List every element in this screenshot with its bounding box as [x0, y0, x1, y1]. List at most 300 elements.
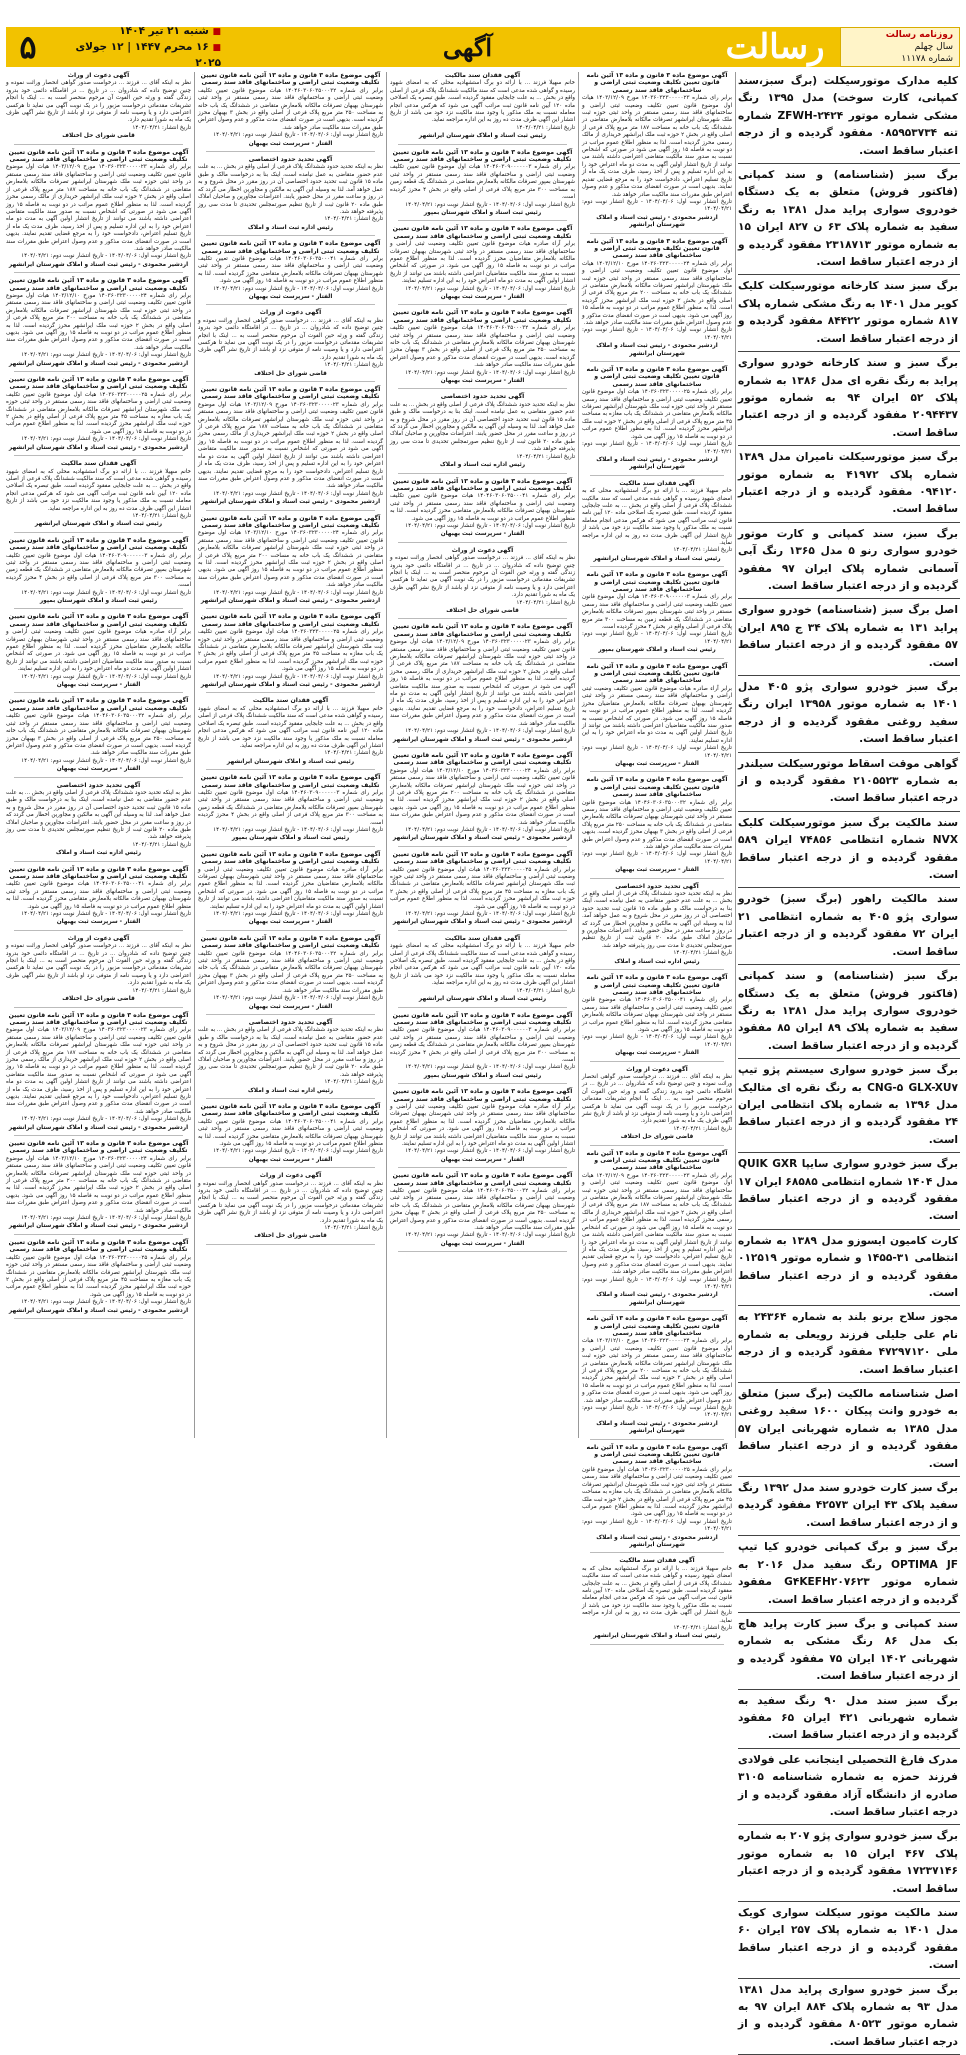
- newspaper-logo: رسالت: [725, 27, 825, 67]
- notice-divider: [590, 233, 724, 234]
- notice-dates: تاریخ انتشار نوبت اول: ۱۴۰۴/۰۴/۰۶ - تاریخ انتشار نوبت دوم: ۱۴۰۴/۰۴/۲۱: [21, 911, 191, 918]
- notice-dates: تاریخ انتشار نوبت اول: ۱۴۰۴/۰۴/۰۶ - تاریخ انتشار نوبت دوم: ۱۴۰۴/۰۴/۲۱: [21, 673, 191, 680]
- notice-signature: الفتار - سرپرست ثبت بهبهان: [56, 766, 141, 773]
- notice-body: نظر به اینکه تحدید حدود ششدانگ پلاک فرعی از اصلی واقع در بخش ... به علت عدم حضور متقاضی به عمل نیامده است، اینک بنا به درخواست مالک و طبق ماده ۱۵ قانون ثبت تحدید حدود اختصاصی آن در روز مقرر در محل شروع و به عمل خواهد آمد. لذا به وسیله این آگهی به مالکین و مجاورین اخطار می گردد که در روز و ساعت مقرر در محل حضور یابند. اعتراضات مجاورین و صاحبان املاک طبق ماده ۲۰ قانون ثبت از تاریخ تنظیم صورتمجلس تحدیدی تا مدت سی روز پذیرفته خواهد شد.: [198, 164, 384, 215]
- notice-divider: [14, 272, 183, 273]
- notice-title: آگهی موضوع ماده ۳ قانون و ماده ۱۳ آئین نامه قانون تعیین تکلیف وضعیت ثبتی اراضی و ساختمانهای فاقد سند رسمی: [8, 376, 189, 391]
- legal-notice: [390, 1088, 575, 1168]
- notice-title: آگهی موضوع ماده ۳ قانون و ماده ۱۳ آئین نامه قانون تعیین تکلیف وضعیت ثبتی اراضی و ساختمانهای فاقد سند رسمی: [586, 366, 728, 388]
- notice-signature: قاضی شورای حل اختلاف: [62, 133, 135, 140]
- lost-document-item: برگ سبز، سند کمپانی و کارت موتور خودرو سواری رنو ۵ مدل ۱۳۶۵ رنگ آبی آسمانی شماره پلاک ایران ۹۷ مفقود گردیده و از درجه اعتبار ساقط است.: [738, 525, 960, 600]
- notice-title: آگهی موضوع ماده ۳ قانون و ماده ۱۳ آئین نامه قانون تعیین تکلیف وضعیت ثبتی اراضی و ساختمانهای فاقد سند رسمی: [586, 571, 728, 593]
- notice-signature: الفتار - سرپرست ثبت بهبهان: [248, 140, 333, 147]
- notice-title: آگهی فقدان سند مالکیت: [619, 1557, 695, 1565]
- notice-signature: رئیس ثبت اسناد و املاک شهرستان ایرانشهر: [226, 758, 355, 765]
- notice-divider: [590, 1310, 724, 1311]
- notice-body: برابر رای شماره ۱۴۰۳۶۰۳۲۳۰۰۰۰۰۲۴ مورخ ۱۴۰۳/۱۲/۱۰ هیات اول موضوع قانون تعیین تکلیف وضعیت ثبتی اراضی و ساختمانهای فاقد سند رسمی مستقر در واحد ثبتی حوزه ثبت ملک شهرستان ایرانشهر تصرفات مالکانه بلامعارض متقاضی در ششدانگ یک باب خانه به مساحت ۲۰۰ متر مربع پلاک فرعی از اصلی واقع در بخش ۲ حوزه ثبت ملک ایرانشهر محرز گردیده است. لذا به منظور اطلاع عموم مراتب در دو نوبت به فاصله ۱۵ روز آگهی می شود. بدیهی است در صورت انقضای مدت مذکور و عدم وصول اعتراض طبق مقررات سند مالکیت صادر خواهد شد.: [582, 260, 732, 326]
- notice-dates: تاریخ انتشار: ۱۴۰۴/۰۴/۲۱: [132, 987, 191, 994]
- notice-body: برابر آراء صادره هیات موضوع قانون تعیین تکلیف وضعیت ثبتی اراضی و ساختمانهای فاقد سند رسمی مستقر در واحد ثبتی شهرستان بهبهان تصرفات مالکانه بلامعارض متقاضیان محرز گردیده است. لذا به منظور اطلاع عموم مراتب در دو نوبت به فاصله ۱۵ روز آگهی می شود. در صورتی که اشخاص نسبت به صدور سند مالکیت متقاضیان اعتراضی داشته باشند می توانند از تاریخ انتشار اولین آگهی به مدت دو ماه اعتراض خود را به این اداره تسلیم نمایند.: [390, 241, 575, 285]
- columns-area: [6, 72, 960, 2048]
- legal-notice: [390, 393, 575, 473]
- legal-notice: [390, 72, 575, 145]
- lost-document-item: کلیه مدارک موتورسیکلت (برگ سبز،سند کمپانی، کارت سوخت) مدل ۱۳۹۵ رنگ مشکی شماره موتور ZFWH-۲۴۲۴ شماره تنه ۰۸۵۹۵۳۷۳۴ مفقود گردیده و از درجه اعتبار ساقط است.: [738, 72, 960, 164]
- notice-dates: تاریخ انتشار نوبت اول: ۱۴۰۴/۰۴/۰۶ - تاریخ انتشار نوبت دوم: ۱۴۰۴/۰۴/۲۱: [582, 631, 732, 645]
- notice-signature: الفتار - سرپرست ثبت بهبهان: [248, 1003, 333, 1010]
- date-other: ■ ۱۶ محرم ۱۴۴۷ | ۱۲ جولای ۲۰۲۵: [75, 40, 221, 69]
- notice-body: برابر رای شماره ۱۴۰۴۶۰۳۰۹۰۰۰۰۰۰۳ هیات اول موضوع قانون تعیین تکلیف وضعیت ثبتی اراضی و ساختمانهای فاقد سند رسمی مستقر در واحد ثبتی شهرستان بمپور تصرفات مالکانه بلامعارض متقاضی در ششدانگ یک قطعه زمین به مساحت ۳۰۰ متر مربع پلاک فرعی از اصلی واقع در بخش ۴ محرز گردیده است.: [198, 789, 383, 826]
- notice-divider: [206, 304, 375, 305]
- notice-dates: تاریخ انتشار نوبت اول: ۱۴۰۴/۰۴/۰۶ - تاریخ انتشار نوبت دوم: ۱۴۰۴/۰۴/۲۱: [582, 1405, 732, 1419]
- notice-dates: تاریخ انتشار: ۱۴۰۴/۰۴/۲۱: [324, 1225, 383, 1232]
- notice-signature: رئیس ثبت اسناد و املاک شهرستان ایرانشهر: [34, 521, 163, 528]
- notice-body: برابر رای شماره ۱۴۰۳۶۰۳۲۳۰۰۰۰۰۲۴ مورخ ۱۴۰۳/۱۲/۱۰ هیات اول موضوع قانون تعیین تکلیف وضعیت ثبتی اراضی و ساختمانهای فاقد سند رسمی مستقر در واحد ثبتی حوزه ثبت ملک شهرستان ایرانشهر تصرفات مالکانه بلامعارض متقاضی در ششدانگ یک باب خانه به مساحت ۲۰۰ متر مربع پلاک فرعی از اصلی واقع در بخش ۲ حوزه ثبت ملک ایرانشهر محرز گردیده است. لذا به منظور اطلاع عموم مراتب در دو نوبت به فاصله ۱۵ روز آگهی می شود. بدیهی است در صورت انقضای مدت مذکور و عدم وصول اعتراض طبق مقررات سند مالکیت صادر خواهد شد.: [390, 767, 576, 826]
- notice-body: برابر رای شماره ۱۴۰۳۶۰۳۲۳۰۰۰۰۰۲۳ مورخ ۱۴۰۳/۱۲/۰۹ هیات اول موضوع قانون تعیین تکلیف وضعیت ثبتی اراضی و ساختمانهای فاقد سند رسمی مستقر در واحد ثبتی حوزه ثبت ملک شهرستان ایرانشهر تصرفات مالکانه بلامعارض متقاضی در ششدانگ یک باب خانه به مساحت ۱۸۷ متر مربع پلاک فرعی از اصلی واقع در بخش ۲ حوزه ثبت ملک ایرانشهر خریداری از مالک رسمی محرز گردیده است. لذا به منظور اطلاع عموم مراتب در دو نوبت به فاصله ۱۵ روز آگهی می شود در صورتی که اشخاص نسبت به صدور سند مالکیت متقاضی اعتراضی داشته باشند می توانند از تاریخ انتشار اولین آگهی به مدت دو ماه اعتراض خود را به این اداره تسلیم و پس از اخذ رسید، ظرف مدت یک ماه از تاریخ تسلیم اعتراض، دادخواست خود را به مرجع قضایی تقدیم نمایند. بدیهی است در صورت انقضای مدت مذکور و عدم وصول اعتراض طبق مقررات سند مالکیت صادر خواهد شد.: [582, 95, 733, 198]
- notice-signature: الفتار - سرپرست ثبت بهبهان: [615, 1050, 699, 1057]
- notice-title: آگهی موضوع ماده ۳ قانون و ماده ۱۳ آئین نامه قانون تعیین تکلیف وضعیت ثبتی اراضی و ساختمانهای فاقد سند رسمی: [200, 72, 381, 87]
- lost-document-item: برگ سبز سند مدل ۹۰ رنگ سفید به شماره شهربانی ۴۲۱ ایران ۶۵ مفقود گردیده و از درجه اعتبار ساقط است.: [738, 1692, 960, 1749]
- notice-dates: تاریخ انتشار نوبت اول: ۱۴۰۴/۰۴/۰۶ - تاریخ انتشار نوبت دوم: ۱۴۰۴/۰۴/۲۱: [21, 1116, 191, 1123]
- notice-signature: الفتار - سرپرست ثبت بهبهان: [440, 1156, 525, 1163]
- notice-divider: [590, 566, 724, 567]
- notice-signature: اردشیر محمودی - رئیس ثبت اسناد و املاک شهرستان ایرانشهر: [392, 919, 573, 926]
- notice-signature: الفتار - سرپرست ثبت بهبهان: [248, 919, 333, 926]
- notice-body: برابر رای شماره ۱۴۰۳۶۰۳۲۳۰۰۰۰۰۲۳ مورخ ۱۴۰۳/۱۲/۰۹ هیات اول موضوع قانون تعیین تکلیف وضعیت ثبتی اراضی و ساختمانهای فاقد سند رسمی مستقر در واحد ثبتی حوزه ثبت ملک شهرستان ایرانشهر تصرفات مالکانه بلامعارض متقاضی در ششدانگ یک باب خانه به مساحت ۱۸۷ متر مربع پلاک فرعی از اصلی واقع در بخش ۲ حوزه ثبت ملک ایرانشهر خریداری از مالک رسمی محرز گردیده است. لذا به منظور اطلاع عموم مراتب در دو نوبت به فاصله ۱۵ روز آگهی می شود در صورتی که اشخاص نسبت به صدور سند مالکیت متقاضی اعتراضی داشته باشند می توانند از تاریخ انتشار اولین آگهی به مدت دو ماه اعتراض خود را به این اداره تسلیم و پس از اخذ رسید، ظرف مدت یک ماه از تاریخ تسلیم اعتراض، دادخواست خود را به مرجع قضایی تقدیم نمایند. بدیهی است در صورت انقضای مدت مذکور و عدم وصول اعتراض طبق مقررات سند مالکیت صادر خواهد شد.: [582, 1172, 733, 1276]
- notice-divider: [14, 777, 183, 778]
- notice-body: برابر رای شماره ۱۴۰۳۶۰۳۲۳۰۰۰۰۰۲۵ هیات اول موضوع قانون تعیین تکلیف وضعیت ثبتی اراضی و ساختمانهای فاقد سند رسمی مستقر در واحد ثبتی حوزه ثبت ملک شهرستان ایرانشهر تصرفات مالکانه بلامعارض متقاضی در ششدانگ یک باب مغازه به مساحت ۴۵ متر مربع پلاک فرعی از اصلی واقع در بخش ۲ حوزه ثبت ملک ایرانشهر محرز گردیده است. لذا به منظور اطلاع عموم مراتب در دو نوبت به فاصله ۱۵ روز آگهی می شود.: [582, 1466, 733, 1518]
- notice-divider: [398, 542, 567, 543]
- legal-notice: [582, 366, 732, 476]
- notice-divider: [398, 1251, 567, 1252]
- lost-document-item: سند کمپانی و برگ سبز کارت پراید هاچ بک مدل ۸۶ رنگ مشکی به شماره شهربانی ۱۴۰۲ ایران ۷۵ مفقود گردیده و از درجه اعتبار ساقط است.: [738, 1615, 960, 1690]
- legal-notice: [6, 376, 191, 456]
- notice-signature: قاضی شورای حل اختلاف: [254, 370, 327, 377]
- notice-title: آگهی موضوع ماده ۳ قانون و ماده ۱۳ آئین نامه قانون تعیین تکلیف وضعیت ثبتی اراضی و ساختمانهای فاقد سند رسمی: [200, 240, 381, 255]
- legal-notice: [198, 774, 383, 847]
- notice-body: برابر رای شماره ۱۴۰۳۶۰۳۲۳۰۰۰۰۰۲۴ مورخ ۱۴۰۳/۱۲/۱۰ هیات اول موضوع قانون تعیین تکلیف وضعیت ثبتی اراضی و ساختمانهای فاقد سند رسمی مستقر در واحد ثبتی حوزه ثبت ملک شهرستان ایرانشهر تصرفات مالکانه بلامعارض متقاضی در ششدانگ یک باب خانه به مساحت ۲۰۰ متر مربع پلاک فرعی از اصلی واقع در بخش ۲ حوزه ثبت ملک ایرانشهر محرز گردیده است. لذا به منظور اطلاع عموم مراتب در دو نوبت به فاصله ۱۵ روز آگهی می شود. بدیهی است در صورت انقضای مدت مذکور و عدم وصول اعتراض طبق مقررات سند مالکیت صادر خواهد شد.: [582, 1338, 732, 1404]
- notice-dates: تاریخ انتشار نوبت اول: ۱۴۰۴/۰۴/۰۶ - تاریخ انتشار نوبت دوم: ۱۴۰۴/۰۴/۲۱: [582, 745, 732, 759]
- notice-signature: الفتار - سرپرست ثبت بهبهان: [56, 919, 141, 926]
- legal-notice: [198, 309, 383, 382]
- notice-body: برابر رای شماره ۱۴۰۳۶۰۳۲۳۰۰۰۰۰۲۵ هیات اول موضوع قانون تعیین تکلیف وضعیت ثبتی اراضی و ساختمانهای فاقد سند رسمی مستقر در واحد ثبتی حوزه ثبت ملک شهرستان ایرانشهر تصرفات مالکانه بلامعارض متقاضی در ششدانگ یک باب مغازه به مساحت ۴۵ متر مربع پلاک فرعی از اصلی واقع در بخش ۲ حوزه ثبت ملک ایرانشهر محرز گردیده است. لذا به منظور اطلاع عموم مراتب در دو نوبت به فاصله ۱۵ روز آگهی می شود.: [6, 1254, 191, 1298]
- notice-dates: تاریخ انتشار: ۱۴۰۴/۰۴/۲۱: [516, 124, 575, 131]
- legal-notice: [198, 851, 383, 931]
- date-persian: ■ شنبه ۲۱ تیر ۱۴۰۴: [119, 24, 221, 37]
- notice-dates: تاریخ انتشار: ۱۴۰۴/۰۴/۲۱: [673, 1125, 732, 1132]
- notice-body: برابر رای شماره ۱۴۰۴۶۰۳۰۶۰۳۵۰۰۰۴۱ هیات موضوع قانون تعیین تکلیف وضعیت ثبتی اراضی و ساختمانهای فاقد سند رسمی مستقر در واحد ثبتی شهرستان بهبهان تصرفات مالکانه بلامعارض متقاضی محرز گردیده است. لذا به منظور اطلاع عموم مراتب در دو نوبت به فاصله ۱۵ روز آگهی می شود.: [198, 1118, 383, 1147]
- column-divider: [578, 72, 579, 1438]
- notice-body: خانم سهیلا فرزند ... با ارائه دو برگ استشهادیه محلی که به امضای شهود رسیده و گواهی شده مدعی است که سند مالکیت ششدانگ پلاک فرعی از اصلی واقع در بخش ... به علت جابجایی مفقود گردیده است. طبق تبصره یک اصلاحی ماده ۱۲۰ آیین نامه قانون ثبت مراتب آگهی می شود که هرکس مدعی انجام معامله نسبت به ملک مذکور یا وجود سند مالکیت نزد خود می باشد از تاریخ انتشار این آگهی ظرف مدت ده روز به این اداره مراجعه نماید.: [390, 943, 575, 987]
- notice-dates: تاریخ انتشار: ۱۴۰۴/۰۴/۲۱: [673, 950, 732, 957]
- notice-dates: تاریخ انتشار نوبت اول: ۱۴۰۴/۰۴/۰۶ - تاریخ انتشار نوبت دوم: ۱۴۰۴/۰۴/۲۱: [405, 911, 575, 918]
- notice-divider: [14, 144, 183, 145]
- notice-title: آگهی موضوع ماده ۳ قانون و ماده ۱۳ آئین نامه قانون تعیین تکلیف وضعیت ثبتی اراضی و ساختمانهای فاقد سند رسمی: [392, 148, 573, 164]
- notice-signature: اردشیر محمودی - رئیس ثبت اسناد و املاک شهرستان ایرانشهر: [596, 1534, 718, 1548]
- notice-body: برابر رای شماره ۱۴۰۴۶۰۳۰۶۰۳۵۰۰۰۳۲ هیات موضوع قانون تعیین تکلیف وضعیت ثبتی اراضی و ساختمانهای فاقد سند رسمی مستقر در واحد ثبتی شهرستان بهبهان تصرفات مالکانه بلامعارض متقاضی در ششدانگ یک باب خانه به مساحت ۲۵۰ متر مربع پلاک فرعی از اصلی واقع در بخش ۳ بهبهان محرز گردیده است. بدیهی است در صورت انقضای مدت مذکور و عدم وصول اعتراض طبق مقررات سند مالکیت صادر خواهد شد.: [582, 799, 732, 850]
- notice-body: برابر رای شماره ۱۴۰۴۶۰۳۰۶۰۳۵۰۰۰۴۱ هیات موضوع قانون تعیین تکلیف وضعیت ثبتی اراضی و ساختمانهای فاقد سند رسمی مستقر در واحد ثبتی شهرستان بهبهان تصرفات مالکانه بلامعارض متقاضی محرز گردیده است. لذا به منظور اطلاع عموم مراتب در دو نوبت به فاصله ۱۵ روز آگهی می شود.: [6, 881, 191, 910]
- notice-dates: تاریخ انتشار نوبت اول: ۱۴۰۴/۰۴/۰۶ - تاریخ انتشار نوبت دوم: ۱۴۰۴/۰۴/۲۱: [405, 728, 575, 735]
- notice-body: برابر آراء صادره هیات موضوع قانون تعیین تکلیف وضعیت ثبتی اراضی و ساختمانهای فاقد سند رسمی مستقر در واحد ثبتی شهرستان بهبهان تصرفات مالکانه بلامعارض متقاضیان محرز گردیده است. لذا به منظور اطلاع عموم مراتب در دو نوبت به فاصله ۱۵ روز آگهی می شود. در صورتی که اشخاص نسبت به صدور سند مالکیت متقاضیان اعتراضی داشته باشند می توانند از تاریخ انتشار اولین آگهی به مدت دو ماه اعتراض خود را به این اداره تسلیم نمایند.: [390, 1103, 575, 1147]
- legal-notice: [582, 974, 732, 1061]
- notices-column-2: [198, 72, 383, 1438]
- notice-body: برابر رای شماره ۱۴۰۴۶۰۳۰۶۰۳۵۰۰۰۳۲ هیات موضوع قانون تعیین تکلیف وضعیت ثبتی اراضی و ساختمانهای فاقد سند رسمی مستقر در واحد ثبتی شهرستان بهبهان تصرفات مالکانه بلامعارض متقاضی در ششدانگ یک باب خانه به مساحت ۲۵۰ متر مربع پلاک فرعی از اصلی واقع در بخش ۳ بهبهان محرز گردیده است. بدیهی است در صورت انقضای مدت مذکور و عدم وصول اعتراض طبق مقررات سند مالکیت صادر خواهد شد.: [6, 713, 191, 757]
- notice-divider: [14, 692, 183, 693]
- notice-title: آگهی فقدان سند مالکیت: [444, 934, 521, 942]
- year-label: سال چهلم: [914, 42, 953, 52]
- issue-dates: [50, 24, 225, 69]
- notice-dates: تاریخ انتشار نوبت اول: ۱۴۰۴/۰۴/۰۶ - تاریخ انتشار نوبت دوم: ۱۴۰۴/۰۴/۲۱: [405, 201, 575, 208]
- notice-divider: [206, 151, 375, 152]
- notice-body: برابر رای شماره ۱۴۰۳۶۰۳۲۳۰۰۰۰۰۲۵ هیات اول موضوع قانون تعیین تکلیف وضعیت ثبتی اراضی و ساختمانهای فاقد سند رسمی مستقر در واحد ثبتی حوزه ثبت ملک شهرستان ایرانشهر تصرفات مالکانه بلامعارض متقاضی در ششدانگ یک باب مغازه به مساحت ۴۵ متر مربع پلاک فرعی از اصلی واقع در بخش ۲ حوزه ثبت ملک ایرانشهر محرز گردیده است. لذا به منظور اطلاع عموم مراتب در دو نوبت به فاصله ۱۵ روز آگهی می شود.: [390, 866, 575, 910]
- notice-signature: رئیس ثبت اسناد و املاک شهرستان ایرانشهر: [593, 1633, 721, 1640]
- notice-dates: تاریخ انتشار نوبت اول: ۱۴۰۴/۰۴/۰۶ - تاریخ انتشار نوبت دوم: ۱۴۰۴/۰۴/۲۱: [582, 1276, 732, 1290]
- notice-dates: تاریخ انتشار نوبت اول: ۱۴۰۴/۰۴/۰۶ - تاریخ انتشار نوبت دوم: ۱۴۰۴/۰۴/۲۱: [213, 589, 383, 596]
- notice-dates: تاریخ انتشار نوبت اول: ۱۴۰۴/۰۴/۰۶ - تاریخ انتشار نوبت دوم: ۱۴۰۴/۰۴/۲۱: [213, 490, 383, 497]
- legal-notice: [198, 613, 383, 693]
- notice-title: آگهی موضوع ماده ۳ قانون و ماده ۱۳ آئین نامه قانون تعیین تکلیف وضعیت ثبتی اراضی و ساختمانهای فاقد سند رسمی: [200, 386, 381, 401]
- notice-signature: الفتار - سرپرست ثبت بهبهان: [615, 867, 699, 874]
- notice-title: آگهی موضوع ماده ۳ قانون و ماده ۱۳ آئین نامه قانون تعیین تکلیف وضعیت ثبتی اراضی و ساختمانهای فاقد سند رسمی: [586, 974, 728, 996]
- notice-divider: [398, 1083, 567, 1084]
- notice-title: آگهی تحدید حدود اختصاصی: [615, 882, 699, 890]
- notice-dates: تاریخ انتشار نوبت اول: ۱۴۰۴/۰۴/۰۶ - تاریخ انتشار نوبت دوم: ۱۴۰۴/۰۴/۲۱: [21, 757, 191, 764]
- notice-divider: [206, 1167, 375, 1168]
- legal-notice: [582, 571, 732, 658]
- notice-signature: اردشیر محمودی - رئیس ثبت اسناد و املاک شهرستان ایرانشهر: [596, 1292, 718, 1306]
- notice-divider: [590, 878, 724, 879]
- notice-dates: تاریخ انتشار نوبت اول: ۱۴۰۴/۰۴/۰۶ - تاریخ انتشار نوبت دوم: ۱۴۰۴/۰۴/۲۱: [405, 1232, 575, 1239]
- notice-signature: الفتار - سرپرست ثبت بهبهان: [248, 1156, 333, 1163]
- lost-document-item: برگ سبز خودرو سواری پژو ۴۰۵ مدل ۱۴۰۱ به شماره موتور ۱۳۹۵۸ ایران رنگ سفید روغنی مفقود گردیده و از درجه اعتبار ساقط است.: [738, 678, 960, 753]
- notices-column-4: [582, 72, 733, 1640]
- notice-divider: [206, 769, 375, 770]
- notice-divider: [590, 969, 724, 970]
- legal-notice: [198, 515, 383, 610]
- notice-signature: الفتار - سرپرست ثبت بهبهان: [440, 531, 525, 538]
- notice-dates: تاریخ انتشار: ۱۴۰۴/۰۴/۲۱: [324, 216, 383, 223]
- notice-signature: الفتار - سرپرست ثبت بهبهان: [248, 293, 333, 300]
- notice-title: آگهی دعوت از وراث: [259, 1172, 322, 1180]
- notice-divider: [14, 532, 183, 533]
- legal-notice: [582, 1444, 732, 1554]
- square-bullet-icon: ■: [212, 26, 221, 37]
- notice-body: نظر به اینکه آقای ... فرزند ... درخواست صدور گواهی انحصار وراثت نموده و چنین توضیح داده که شادروان ... در تاریخ ... در اقامتگاه دائمی خود بدرود زندگی گفته و ورثه حین الفوت آن مرحوم منحصر است به ... اینک با انجام تشریفات مقدماتی درخواست مزبور را در یک نوبت آگهی می نماید تا هرکسی اعتراضی دارد و یا وصیت نامه از متوفی نزد او باشد از تاریخ نشر آگهی ظرف یک ماه به شورا تقدیم دارد.: [198, 317, 383, 361]
- legal-notice: [198, 156, 383, 236]
- legal-notice: [6, 613, 191, 693]
- notice-divider: [590, 771, 724, 772]
- legal-notice: [198, 1172, 383, 1245]
- notice-body: برابر رای شماره ۱۴۰۴۶۰۳۰۹۰۰۰۰۰۰۳ هیات اول موضوع قانون تعیین تکلیف وضعیت ثبتی اراضی و ساختمانهای فاقد سند رسمی مستقر در واحد ثبتی شهرستان بمپور تصرفات مالکانه بلامعارض متقاضی در ششدانگ یک قطعه زمین به مساحت ۳۰۰ متر مربع پلاک فرعی از اصلی واقع در بخش ۴ محرز گردیده است.: [6, 552, 191, 589]
- notice-title: آگهی تحدید حدود اختصاصی: [248, 156, 333, 164]
- legal-notice: [6, 935, 191, 1008]
- notice-divider: [398, 144, 567, 145]
- notice-dates: تاریخ انتشار: ۱۴۰۴/۰۴/۲۱: [673, 1625, 732, 1631]
- legal-notice: [390, 225, 575, 305]
- legal-notice: [6, 1140, 191, 1235]
- notice-dates: تاریخ انتشار نوبت اول: ۱۴۰۴/۰۴/۰۶ - تاریخ انتشار نوبت دوم: ۱۴۰۴/۰۴/۲۱: [405, 1148, 575, 1155]
- notice-title: آگهی دعوت از وراث: [626, 1065, 688, 1073]
- notice-title: آگهی موضوع ماده ۳ قانون و ماده ۱۳ آئین نامه قانون تعیین تکلیف وضعیت ثبتی اراضی و ساختمانهای فاقد سند رسمی: [392, 850, 573, 866]
- notice-title: آگهی موضوع ماده ۳ قانون و ماده ۱۳ آئین نامه قانون تعیین تکلیف وضعیت ثبتی اراضی و ساختمانهای فاقد سند رسمی: [586, 776, 728, 799]
- lost-document-item: مدرک فارغ التحصیلی اینجانب علی فولادی فرزند حمزه به شماره شناسنامه ۳۱۰۵ صادره از دانشگاه آزاد مفقود گردیده و از درجه اعتبار ساقط است.: [738, 1751, 960, 1826]
- notice-body: برابر رای شماره ۱۴۰۳۶۰۳۲۳۰۰۰۰۰۲۴ مورخ ۱۴۰۳/۱۲/۱۰ هیات اول موضوع قانون تعیین تکلیف وضعیت ثبتی اراضی و ساختمانهای فاقد سند رسمی مستقر در واحد ثبتی حوزه ثبت ملک شهرستان ایرانشهر تصرفات مالکانه بلامعارض متقاضی در ششدانگ یک باب خانه به مساحت ۲۰۰ متر مربع پلاک فرعی از اصلی واقع در بخش ۲ حوزه ثبت ملک ایرانشهر محرز گردیده است. لذا به منظور اطلاع عموم مراتب در دو نوبت به فاصله ۱۵ روز آگهی می شود. بدیهی است در صورت انقضای مدت مذکور و عدم وصول اعتراض طبق مقررات سند مالکیت صادر خواهد شد.: [6, 1155, 192, 1214]
- lost-document-item: برگ سبز موتورسیکلت نامیران مدل ۱۳۸۹ شماره پلاک ۴۱۹۷۲ به شماره موتور ۰۹۴۱۲۰ مفقود گردیده و از درجه اعتبار ساقط است.: [738, 448, 960, 523]
- notice-signature: رئیس ثبت اسناد و املاک شهرستان بمپور: [231, 835, 350, 842]
- column-divider: [194, 72, 195, 1438]
- legal-notice: [582, 663, 732, 773]
- legal-notice: [582, 1315, 732, 1440]
- notice-dates: تاریخ انتشار نوبت اول: ۱۴۰۴/۰۴/۰۶ - تاریخ انتشار نوبت دوم: ۱۴۰۴/۰۴/۲۱: [405, 369, 575, 376]
- notice-divider: [398, 220, 567, 221]
- legal-notice: [390, 935, 575, 1008]
- notice-body: نظر به اینکه تحدید حدود ششدانگ پلاک فرعی از اصلی واقع در بخش ... به علت عدم حضور متقاضی به عمل نیامده است، اینک بنا به درخواست مالک و طبق ماده ۱۵ قانون ثبت تحدید حدود اختصاصی آن در روز مقرر در محل شروع و به عمل خواهد آمد. لذا به وسیله این آگهی به مالکین و مجاورین اخطار می گردد که در روز و ساعت مقرر در محل حضور یابند. اعتراضات مجاورین و صاحبان املاک طبق ماده ۲۰ قانون ثبت از تاریخ تنظیم صورتمجلس تحدیدی تا مدت سی روز پذیرفته خواهد شد.: [582, 891, 732, 949]
- legal-notice: [582, 776, 732, 878]
- legal-notice: [390, 623, 575, 748]
- notice-signature: الفتار - سرپرست ثبت بهبهان: [440, 1240, 525, 1247]
- notice-body: برابر رای شماره ۱۴۰۳۶۰۳۲۳۰۰۰۰۰۲۴ مورخ ۱۴۰۳/۱۲/۱۰ هیات اول موضوع قانون تعیین تکلیف وضعیت ثبتی اراضی و ساختمانهای فاقد سند رسمی مستقر در واحد ثبتی حوزه ثبت ملک شهرستان ایرانشهر تصرفات مالکانه بلامعارض متقاضی در ششدانگ یک باب خانه به مساحت ۲۰۰ متر مربع پلاک فرعی از اصلی واقع در بخش ۲ حوزه ثبت ملک ایرانشهر محرز گردیده است. لذا به منظور اطلاع عموم مراتب در دو نوبت به فاصله ۱۵ روز آگهی می شود. بدیهی است در صورت انقضای مدت مذکور و عدم وصول اعتراض طبق مقررات سند مالکیت صادر خواهد شد.: [6, 292, 192, 351]
- notice-body: برابر رای شماره ۱۴۰۳۶۰۳۲۳۰۰۰۰۰۲۵ هیات اول موضوع قانون تعیین تکلیف وضعیت ثبتی اراضی و ساختمانهای فاقد سند رسمی مستقر در واحد ثبتی حوزه ثبت ملک شهرستان ایرانشهر تصرفات مالکانه بلامعارض متقاضی در ششدانگ یک باب مغازه به مساحت ۴۵ متر مربع پلاک فرعی از اصلی واقع در بخش ۲ حوزه ثبت ملک ایرانشهر محرز گردیده است. لذا به منظور اطلاع عموم مراتب در دو نوبت به فاصله ۱۵ روز آگهی می شود.: [582, 389, 733, 440]
- notice-body: برابر رای شماره ۱۴۰۳۶۰۳۲۳۰۰۰۰۰۲۳ مورخ ۱۴۰۳/۱۲/۰۹ هیات اول موضوع قانون تعیین تکلیف وضعیت ثبتی اراضی و ساختمانهای فاقد سند رسمی مستقر در واحد ثبتی حوزه ثبت ملک شهرستان ایرانشهر تصرفات مالکانه بلامعارض متقاضی در ششدانگ یک باب خانه به مساحت ۱۸۷ متر مربع پلاک فرعی از اصلی واقع در بخش ۲ حوزه ثبت ملک ایرانشهر خریداری از مالک رسمی محرز گردیده است. لذا به منظور اطلاع عموم مراتب در دو نوبت به فاصله ۱۵ روز آگهی می شود در صورتی که اشخاص نسبت به صدور سند مالکیت متقاضی اعتراضی داشته باشند می توانند از تاریخ انتشار اولین آگهی به مدت دو ماه اعتراض خود را به این اداره تسلیم و پس از اخذ رسید، ظرف مدت یک ماه از تاریخ تسلیم اعتراض، دادخواست خود را به مرجع قضایی تقدیم نمایند. بدیهی است در صورت انقضای مدت مذکور و عدم وصول اعتراض طبق مقررات سند مالکیت صادر خواهد شد.: [6, 1027, 191, 1115]
- notice-dates: تاریخ انتشار نوبت اول: ۱۴۰۴/۰۴/۰۶ - تاریخ انتشار نوبت دوم: ۱۴۰۴/۰۴/۲۱: [21, 352, 191, 359]
- lost-document-item: برگ سبز (شناسنامه) و سند کمپانی (فاکتور فروش) متعلق به یک دستگاه خودروی سواری پراید مدل ۱۳۸۱ به رنگ سفید به شماره پلاک ۶۳ ن ۸۲۷ ایران ۱۵ به شماره موتور ۲۳۱۸۷۱۳ مفقود گردیده و از درجه اعتبار ساقط است.: [738, 166, 960, 275]
- notice-signature: قاضی شورای حل اختلاف: [446, 608, 519, 614]
- notice-title: آگهی موضوع ماده ۳ قانون و ماده ۱۳ آئین نامه قانون تعیین تکلیف وضعیت ثبتی اراضی و ساختمانهای فاقد سند رسمی: [8, 1140, 189, 1155]
- legal-notice: [6, 277, 191, 372]
- notice-dates: تاریخ انتشار نوبت اول: ۱۴۰۴/۰۴/۰۶ - تاریخ انتشار نوبت دوم: ۱۴۰۴/۰۴/۲۱: [405, 826, 575, 833]
- legal-notice: [390, 309, 575, 389]
- notice-dates: تاریخ انتشار: ۱۴۰۴/۰۴/۲۱: [516, 453, 575, 460]
- notice-title: آگهی موضوع ماده ۳ قانون و ماده ۱۳ آئین نامه قانون تعیین تکلیف وضعیت ثبتی اراضی و ساختمانهای فاقد سند رسمی: [8, 865, 189, 880]
- legal-notice: [198, 386, 383, 511]
- notice-body: برابر رای شماره ۱۴۰۴۶۰۳۰۶۰۳۵۰۰۰۴۱ هیات موضوع قانون تعیین تکلیف وضعیت ثبتی اراضی و ساختمانهای فاقد سند رسمی مستقر در واحد ثبتی شهرستان بهبهان تصرفات مالکانه بلامعارض متقاضی محرز گردیده است. لذا به منظور اطلاع عموم مراتب در دو نوبت به فاصله ۱۵ روز آگهی می شود.: [582, 997, 732, 1033]
- notice-dates: تاریخ انتشار نوبت اول: ۱۴۰۴/۰۴/۰۶ - تاریخ انتشار نوبت دوم: ۱۴۰۴/۰۴/۲۱: [213, 1148, 383, 1155]
- legal-notice: [390, 851, 575, 931]
- notice-body: برابر رای شماره ۱۴۰۳۶۰۳۲۳۰۰۰۰۰۲۴ مورخ ۱۴۰۳/۱۲/۱۰ هیات اول موضوع قانون تعیین تکلیف وضعیت ثبتی اراضی و ساختمانهای فاقد سند رسمی مستقر در واحد ثبتی حوزه ثبت ملک شهرستان ایرانشهر تصرفات مالکانه بلامعارض متقاضی در ششدانگ یک باب خانه به مساحت ۲۰۰ متر مربع پلاک فرعی از اصلی واقع در بخش ۲ حوزه ثبت ملک ایرانشهر محرز گردیده است. لذا به منظور اطلاع عموم مراتب در دو نوبت به فاصله ۱۵ روز آگهی می شود. بدیهی است در صورت انقضای مدت مذکور و عدم وصول اعتراض طبق مقررات سند مالکیت صادر خواهد شد.: [198, 530, 384, 589]
- notice-divider: [590, 1439, 724, 1440]
- notice-title: آگهی فقدان سند مالکیت: [60, 460, 137, 468]
- notice-signature: اردشیر محمودی - رئیس ثبت اسناد و املاک شهرستان ایرانشهر: [8, 1124, 189, 1131]
- notice-divider: [590, 1145, 724, 1146]
- notice-signature: اردشیر محمودی - رئیس ثبت اسناد و املاک شهرستان ایرانشهر: [8, 261, 189, 268]
- legal-notice: [390, 149, 575, 222]
- legal-notice: [6, 1012, 191, 1137]
- lost-document-item: برگ سبز سند کارخانه موتورسیکلت کلیک کویر مدل ۱۴۰۱ به رنگ مشکی شماره پلاک ۸۱۷ شماره موتور ۸۴۴۲۲ مفقود گردیده و از درجه اعتبار ساقط است.: [738, 277, 960, 352]
- notice-divider: [398, 388, 567, 389]
- notice-divider: [398, 747, 567, 748]
- notice-title: آگهی موضوع ماده ۳ قانون و ماده ۱۳ آئین نامه قانون تعیین تکلیف وضعیت ثبتی اراضی و ساختمانهای فاقد سند رسمی: [586, 662, 728, 685]
- lost-document-item: گواهی موقت اسقاط موتورسیکلت سیلندر به شماره ۲۱۰۵۵۲۳ مفقود گردیده و از درجه اعتبار ساقط است.: [738, 755, 960, 812]
- notice-signature: اردشیر محمودی - رئیس ثبت اسناد و املاک شهرستان ایرانشهر: [8, 1223, 189, 1230]
- legal-notice: [6, 1239, 191, 1319]
- notice-divider: [590, 1061, 724, 1062]
- notice-body: برابر رای شماره ۱۴۰۳۶۰۳۲۳۰۰۰۰۰۲۳ مورخ ۱۴۰۳/۱۲/۰۹ هیات اول موضوع قانون تعیین تکلیف وضعیت ثبتی اراضی و ساختمانهای فاقد سند رسمی مستقر در واحد ثبتی حوزه ثبت ملک شهرستان ایرانشهر تصرفات مالکانه بلامعارض متقاضی در ششدانگ یک باب خانه به مساحت ۱۸۷ متر مربع پلاک فرعی از اصلی واقع در بخش ۲ حوزه ثبت ملک ایرانشهر خریداری از مالک رسمی محرز گردیده است. لذا به منظور اطلاع عموم مراتب در دو نوبت به فاصله ۱۵ روز آگهی می شود در صورتی که اشخاص نسبت به صدور سند مالکیت متقاضی اعتراضی داشته باشند می توانند از تاریخ انتشار اولین آگهی به مدت دو ماه اعتراض خود را به این اداره تسلیم و پس از اخذ رسید، ظرف مدت یک ماه از تاریخ تسلیم اعتراض، دادخواست خود را به مرجع قضایی تقدیم نمایند. بدیهی است در صورت انقضای مدت مذکور و عدم وصول اعتراض طبق مقررات سند مالکیت صادر خواهد شد.: [6, 164, 191, 252]
- notice-signature: اردشیر محمودی - رئیس ثبت اسناد و املاک شهرستان ایرانشهر: [392, 835, 573, 842]
- notice-divider: [206, 1098, 375, 1099]
- notice-signature: الفتار - سرپرست ثبت بهبهان: [440, 293, 525, 300]
- lost-document-item: برگ سبز و برگ کمپانی خودرو کیا تیپ OPTIMA JF رنگ سفید مدل ۲۰۱۶ به شماره موتور G۴KEFH۲۰۷۶۲۳ مفقود گردیده و از درجه اعتبار ساقط است.: [738, 1538, 960, 1613]
- notice-body: نظر به اینکه آقای ... فرزند ... درخواست صدور گواهی انحصار وراثت نموده و چنین توضیح داده که شادروان ... در تاریخ ... در اقامتگاه دائمی خود بدرود زندگی گفته و ورثه حین الفوت آن مرحوم منحصر است به ... اینک با انجام تشریفات مقدماتی درخواست مزبور را در یک نوبت آگهی می نماید تا هرکسی اعتراضی دارد و یا وصیت نامه از متوفی نزد او باشد از تاریخ نشر آگهی ظرف یک ماه به شورا تقدیم دارد.: [582, 1073, 732, 1125]
- notice-title: آگهی فقدان سند مالکیت: [444, 72, 521, 79]
- legal-notice: [390, 547, 575, 620]
- notice-dates: تاریخ انتشار نوبت اول: ۱۴۰۴/۰۴/۰۶ - تاریخ انتشار نوبت دوم: ۱۴۰۴/۰۴/۲۱: [405, 522, 575, 529]
- legal-notice: [582, 1150, 732, 1312]
- notice-dates: تاریخ انتشار نوبت اول: ۱۴۰۴/۰۴/۰۶ - تاریخ انتشار نوبت دوم: ۱۴۰۴/۰۴/۲۱: [213, 826, 383, 833]
- notice-title: آگهی دعوت از وراث: [451, 546, 514, 554]
- notice-signature: قاضی شورای حل اختلاف: [62, 996, 135, 1003]
- notice-body: خانم سهیلا فرزند ... با ارائه دو برگ استشهادیه محلی که به امضای شهود رسیده و گواهی شده مدعی است که سند مالکیت ششدانگ پلاک فرعی از اصلی واقع در بخش ... به علت جابجایی مفقود گردیده است. طبق تبصره یک اصلاحی ماده ۱۲۰ آیین نامه قانون ثبت مراتب آگهی می شود که هرکس مدعی انجام معامله نسبت به ملک مذکور یا وجود سند مالکیت نزد خود می باشد از تاریخ انتشار این آگهی ظرف مدت ده روز به این اداره مراجعه نماید.: [582, 488, 732, 546]
- notice-title: آگهی دعوت از وراث: [259, 309, 322, 317]
- notice-dates: تاریخ انتشار نوبت اول: ۱۴۰۴/۰۴/۰۶ - تاریخ انتشار نوبت دوم: ۱۴۰۴/۰۴/۲۱: [213, 132, 383, 139]
- notice-title: آگهی تحدید حدود اختصاصی: [56, 781, 141, 789]
- lost-document-item: سند مالکیت راهور (برگ سبز) خودرو سواری پژو ۴۰۵ به شماره انتظامی ۲۱ ایران ۷۲ مفقود گردیده و از درجه اعتبار ساقط است.: [738, 890, 960, 965]
- section-title: آگهی: [442, 32, 493, 62]
- notice-body: برابر رای شماره ۱۴۰۴۶۰۳۰۶۰۳۵۰۰۰۳۲ هیات موضوع قانون تعیین تکلیف وضعیت ثبتی اراضی و ساختمانهای فاقد سند رسمی مستقر در واحد ثبتی شهرستان بهبهان تصرفات مالکانه بلامعارض متقاضی در ششدانگ یک باب خانه به مساحت ۲۵۰ متر مربع پلاک فرعی از اصلی واقع در بخش ۳ بهبهان محرز گردیده است. بدیهی است در صورت انقضای مدت مذکور و عدم وصول اعتراض طبق مقررات سند مالکیت صادر خواهد شد.: [390, 325, 575, 369]
- legal-notice: [582, 480, 732, 567]
- legal-notice: [6, 149, 191, 274]
- notice-divider: [590, 658, 724, 659]
- lost-document-item: برگ سبز و سند کارخانه خودرو سواری پراید به رنگ نقره ای مدل ۱۳۸۶ به شماره پلاک ۵۲ ایران ۹۴ به شماره موتور ۲۰۹۴۴۳۷ مفقود گردیده و از درجه اعتبار ساقط است.: [738, 354, 960, 446]
- legal-notice: [582, 1557, 732, 1644]
- notice-divider: [206, 381, 375, 382]
- notice-dates: تاریخ انتشار: ۱۴۰۴/۰۴/۲۱: [132, 124, 191, 131]
- notice-title: آگهی موضوع ماده ۳ قانون و ماده ۱۳ آئین نامه قانون تعیین تکلیف وضعیت ثبتی اراضی و ساختمانهای فاقد سند رسمی: [392, 1088, 573, 1103]
- legal-notice: [390, 1172, 575, 1252]
- notice-title: آگهی موضوع ماده ۳ قانون و ماده ۱۳ آئین نامه قانون تعیین تکلیف وضعیت ثبتی اراضی و ساختمانهای فاقد سند رسمی: [8, 148, 189, 164]
- notice-divider: [14, 930, 183, 931]
- notice-divider: [398, 846, 567, 847]
- notice-body: خانم سهیلا فرزند ... با ارائه دو برگ استشهادیه محلی که به امضای شهود رسیده و گواهی شده مدعی است که سند مالکیت ششدانگ پلاک فرعی از اصلی واقع در بخش ... به علت جابجایی مفقود گردیده است. طبق تبصره یک اصلاحی ماده ۱۲۰ آیین نامه قانون ثبت مراتب آگهی می شود که هرکس مدعی انجام معامله نسبت به ملک مذکور یا وجود سند مالکیت نزد خود می باشد از تاریخ انتشار این آگهی ظرف مدت ده روز به این اداره مراجعه نماید.: [390, 80, 575, 124]
- square-bullet-icon: ■: [212, 42, 221, 53]
- notices-column-1: [6, 72, 191, 1438]
- notice-signature: رئیس اداره ثبت اسناد و املاک: [247, 224, 334, 231]
- notice-divider: [398, 930, 567, 931]
- notice-title: آگهی دعوت از وراث: [67, 72, 130, 79]
- notice-signature: اردشیر محمودی - رئیس ثبت اسناد و املاک شهرستان ایرانشهر: [8, 444, 189, 451]
- notice-signature: قاضی شورای حل اختلاف: [254, 1233, 327, 1240]
- notice-body: برابر رای شماره ۱۴۰۳۶۰۳۲۳۰۰۰۰۰۲۳ مورخ ۱۴۰۳/۱۲/۰۹ هیات اول موضوع قانون تعیین تکلیف وضعیت ثبتی اراضی و ساختمانهای فاقد سند رسمی مستقر در واحد ثبتی حوزه ثبت ملک شهرستان ایرانشهر تصرفات مالکانه بلامعارض متقاضی در ششدانگ یک باب خانه به مساحت ۱۸۷ متر مربع پلاک فرعی از اصلی واقع در بخش ۲ حوزه ثبت ملک ایرانشهر خریداری از مالک رسمی محرز گردیده است. لذا به منظور اطلاع عموم مراتب در دو نوبت به فاصله ۱۵ روز آگهی می شود در صورتی که اشخاص نسبت به صدور سند مالکیت متقاضی اعتراضی داشته باشند می توانند از تاریخ انتشار اولین آگهی به مدت دو ماه اعتراض خود را به این اداره تسلیم و پس از اخذ رسید، ظرف مدت یک ماه از تاریخ تسلیم اعتراض، دادخواست خود را به مرجع قضایی تقدیم نمایند. بدیهی است در صورت انقضای مدت مذکور و عدم وصول اعتراض طبق مقررات سند مالکیت صادر خواهد شد.: [390, 639, 575, 727]
- notice-signature: اردشیر محمودی - رئیس ثبت اسناد و املاک شهرستان ایرانشهر: [596, 343, 718, 357]
- notice-divider: [590, 1644, 724, 1645]
- notice-dates: تاریخ انتشار نوبت اول: ۱۴۰۴/۰۴/۰۶ - تاریخ انتشار نوبت دوم: ۱۴۰۴/۰۴/۲۱: [213, 285, 383, 292]
- notice-signature: رئیس اداره ثبت اسناد و املاک: [614, 958, 700, 965]
- notice-body: برابر آراء صادره هیات موضوع قانون تعیین تکلیف وضعیت ثبتی اراضی و ساختمانهای فاقد سند رسمی مستقر در واحد ثبتی شهرستان بهبهان تصرفات مالکانه بلامعارض متقاضیان محرز گردیده است. لذا به منظور اطلاع عموم مراتب در دو نوبت به فاصله ۱۵ روز آگهی می شود. در صورتی که اشخاص نسبت به صدور سند مالکیت متقاضیان اعتراضی داشته باشند می توانند از تاریخ انتشار اولین آگهی به مدت دو ماه اعتراض خود را به این اداره تسلیم نمایند.: [198, 866, 383, 910]
- notice-dates: تاریخ انتشار نوبت اول: ۱۴۰۴/۰۴/۰۶ - تاریخ انتشار نوبت دوم: ۱۴۰۴/۰۴/۲۱: [582, 1034, 732, 1048]
- notice-dates: تاریخ انتشار نوبت اول: ۱۴۰۴/۰۴/۰۶ - تاریخ انتشار نوبت دوم: ۱۴۰۴/۰۴/۲۱: [582, 441, 732, 455]
- legal-notice: [6, 866, 191, 931]
- legal-notice: [198, 1103, 383, 1168]
- lost-documents-column: [738, 72, 960, 2048]
- notice-divider: [206, 608, 375, 609]
- notice-divider: [590, 1552, 724, 1553]
- notice-divider: [206, 1014, 375, 1015]
- notice-body: نظر به اینکه آقای ... فرزند ... درخواست صدور گواهی انحصار وراثت نموده و چنین توضیح داده که شادروان ... در تاریخ ... در اقامتگاه دائمی خود بدرود زندگی گفته و ورثه حین الفوت آن مرحوم منحصر است به ... اینک با انجام تشریفات مقدماتی درخواست مزبور را در یک نوبت آگهی می نماید تا هرکسی اعتراضی دارد و یا وصیت نامه از متوفی نزد او باشد از تاریخ نشر آگهی ظرف یک ماه به شورا تقدیم دارد.: [6, 943, 191, 987]
- notice-title: آگهی موضوع ماده ۳ قانون و ماده ۱۳ آئین نامه قانون تعیین تکلیف وضعیت ثبتی اراضی و ساختمانهای فاقد سند رسمی: [392, 623, 573, 638]
- notice-title: آگهی موضوع ماده ۳ قانون و ماده ۱۳ آئین نامه قانون تعیین تکلیف وضعیت ثبتی اراضی و ساختمانهای فاقد سند رسمی: [586, 72, 728, 94]
- notice-title: آگهی موضوع ماده ۳ قانون و ماده ۱۳ آئین نامه قانون تعیین تکلیف وضعیت ثبتی اراضی و ساختمانهای فاقد سند رسمی: [8, 613, 189, 628]
- notice-signature: اردشیر محمودی - رئیس ثبت اسناد و املاک شهرستان ایرانشهر: [200, 682, 381, 689]
- notice-divider: [206, 235, 375, 236]
- notice-divider: [590, 361, 724, 362]
- notice-signature: الفتار - سرپرست ثبت بهبهان: [440, 378, 525, 385]
- notice-dates: تاریخ انتشار نوبت اول: ۱۴۰۴/۰۴/۰۶ - تاریخ انتشار نوبت دوم: ۱۴۰۴/۰۴/۲۱: [213, 673, 383, 680]
- notice-title: آگهی موضوع ماده ۳ قانون و ماده ۱۳ آئین نامه قانون تعیین تکلیف وضعیت ثبتی اراضی و ساختمانهای فاقد سند رسمی: [8, 1238, 189, 1254]
- column-divider: [735, 72, 736, 1438]
- notice-signature: اردشیر محمودی - رئیس ثبت اسناد و املاک شهرستان ایرانشهر: [596, 214, 718, 229]
- notice-divider: [206, 930, 375, 931]
- legal-notice: [390, 478, 575, 543]
- legal-notice: [198, 935, 383, 1015]
- notice-dates: تاریخ انتشار نوبت اول: ۱۴۰۴/۰۴/۰۶ - تاریخ انتشار نوبت دوم: ۱۴۰۴/۰۴/۲۱: [213, 911, 383, 918]
- legal-notice: [198, 240, 383, 305]
- notice-divider: [590, 475, 724, 476]
- masthead: [6, 24, 960, 69]
- notice-signature: رئیس ثبت اسناد و املاک شهرستان ایرانشهر: [593, 555, 721, 562]
- notice-body: برابر رای شماره ۱۴۰۳۶۰۳۲۳۰۰۰۰۰۲۵ هیات اول موضوع قانون تعیین تکلیف وضعیت ثبتی اراضی و ساختمانهای فاقد سند رسمی مستقر در واحد ثبتی حوزه ثبت ملک شهرستان ایرانشهر تصرفات مالکانه بلامعارض متقاضی در ششدانگ یک باب مغازه به مساحت ۴۵ متر مربع پلاک فرعی از اصلی واقع در بخش ۲ حوزه ثبت ملک ایرانشهر محرز گردیده است. لذا به منظور اطلاع عموم مراتب در دو نوبت به فاصله ۱۵ روز آگهی می شود.: [198, 629, 383, 673]
- notice-signature: رئیس ثبت اسناد و املاک شهرستان بمپور: [598, 647, 716, 654]
- legal-notice: [6, 460, 191, 533]
- notice-title: آگهی موضوع ماده ۳ قانون و ماده ۱۳ آئین نامه قانون تعیین تکلیف وضعیت ثبتی اراضی و ساختمانهای فاقد سند رسمی: [392, 225, 573, 240]
- notice-body: برابر رای شماره ۱۴۰۴۶۰۳۰۶۰۳۵۰۰۰۳۲ هیات موضوع قانون تعیین تکلیف وضعیت ثبتی اراضی و ساختمانهای فاقد سند رسمی مستقر در واحد ثبتی شهرستان بهبهان تصرفات مالکانه بلامعارض متقاضی در ششدانگ یک باب خانه به مساحت ۲۵۰ متر مربع پلاک فرعی از اصلی واقع در بخش ۳ بهبهان محرز گردیده است. بدیهی است در صورت انقضای مدت مذکور و عدم وصول اعتراض طبق مقررات سند مالکیت صادر خواهد شد.: [198, 87, 383, 131]
- notice-divider: [14, 608, 183, 609]
- lost-document-item: برگ سبز خودرو سواری پژو ۲۰۷ به شماره پلاک ۴۶۷ ایران ۱۵ به شماره موتور ۱۷۲۳۷۱۴۶ مفقود گردیده و از درجه اعتبار ساقط است.: [738, 1827, 960, 1902]
- notice-body: برابر رای شماره ۱۴۰۳۶۰۳۲۳۰۰۰۰۰۲۵ هیات اول موضوع قانون تعیین تکلیف وضعیت ثبتی اراضی و ساختمانهای فاقد سند رسمی مستقر در واحد ثبتی حوزه ثبت ملک شهرستان ایرانشهر تصرفات مالکانه بلامعارض متقاضی در ششدانگ یک باب مغازه به مساحت ۴۵ متر مربع پلاک فرعی از اصلی واقع در بخش ۲ حوزه ثبت ملک ایرانشهر محرز گردیده است. لذا به منظور اطلاع عموم مراتب در دو نوبت به فاصله ۱۵ روز آگهی می شود.: [6, 391, 191, 435]
- notice-body: برابر رای شماره ۱۴۰۴۶۰۳۰۹۰۰۰۰۰۰۳ هیات اول موضوع قانون تعیین تکلیف وضعیت ثبتی اراضی و ساختمانهای فاقد سند رسمی مستقر در واحد ثبتی شهرستان بمپور تصرفات مالکانه بلامعارض متقاضی در ششدانگ یک قطعه زمین به مساحت ۳۰۰ متر مربع پلاک فرعی از اصلی واقع در بخش ۴ محرز گردیده است.: [582, 594, 732, 631]
- lost-document-item: اصل شناسنامه مالکیت (برگ سبز) متعلق به خودرو وانت پیکان ۱۶۰۰ سفید روغنی مدل ۱۳۸۵ به شماره شهربانی ایران ۵۷ مفقود گردیده و از درجه اعتبار ساقط است.: [738, 1385, 960, 1477]
- notice-signature: رئیس اداره ثبت اسناد و املاک: [55, 850, 142, 857]
- column-divider: [386, 72, 387, 1438]
- notice-body: برابر آراء صادره هیات موضوع قانون تعیین تکلیف وضعیت ثبتی اراضی و ساختمانهای فاقد سند رسمی مستقر در واحد ثبتی شهرستان بهبهان تصرفات مالکانه بلامعارض متقاضیان محرز گردیده است. لذا به منظور اطلاع عموم مراتب در دو نوبت به فاصله ۱۵ روز آگهی می شود. در صورتی که اشخاص نسبت به صدور سند مالکیت متقاضیان اعتراضی داشته باشند می توانند از تاریخ انتشار اولین آگهی به مدت دو ماه اعتراض خود را به این اداره تسلیم نمایند.: [6, 629, 191, 673]
- notice-divider: [14, 1234, 183, 1235]
- issue-label: شماره ۱۱۱۷۸: [901, 54, 953, 64]
- notice-title: آگهی موضوع ماده ۳ قانون و ماده ۱۳ آئین نامه قانون تعیین تکلیف وضعیت ثبتی اراضی و ساختمانهای فاقد سند رسمی: [200, 934, 381, 950]
- notice-dates: تاریخ انتشار نوبت اول: ۱۴۰۴/۰۴/۰۶ - تاریخ انتشار نوبت دوم: ۱۴۰۴/۰۴/۲۱: [21, 1299, 191, 1306]
- issue-info-box: [840, 27, 960, 67]
- notice-title: آگهی موضوع ماده ۳ قانون و ماده ۱۳ آئین نامه قانون تعیین تکلیف وضعیت ثبتی اراضی و ساختمانهای فاقد سند رسمی: [8, 1011, 189, 1026]
- lost-document-item: سند مالکیت برگ سبز موتورسیکلت کلیک NVX شماره انتظامی ۷۴۸۵۶ ایران ۵۸۹ مفقود گردیده و از درجه اعتبار ساقط است.: [738, 814, 960, 889]
- notice-title: آگهی موضوع ماده ۳ قانون و ماده ۱۳ آئین نامه قانون تعیین تکلیف وضعیت ثبتی اراضی و ساختمانهای فاقد سند رسمی: [586, 1315, 728, 1337]
- notice-title: آگهی موضوع ماده ۳ قانون و ماده ۱۳ آئین نامه قانون تعیین تکلیف وضعیت ثبتی اراضی و ساختمانهای فاقد سند رسمی: [200, 774, 381, 789]
- notice-title: آگهی فقدان سند مالکیت: [252, 697, 329, 705]
- notice-body: برابر رای شماره ۱۴۰۴۶۰۳۰۹۰۰۰۰۰۰۳ هیات اول موضوع قانون تعیین تکلیف وضعیت ثبتی اراضی و ساختمانهای فاقد سند رسمی مستقر در واحد ثبتی شهرستان بمپور تصرفات مالکانه بلامعارض متقاضی در ششدانگ یک قطعه زمین به مساحت ۳۰۰ متر مربع پلاک فرعی از اصلی واقع در بخش ۴ محرز گردیده است.: [390, 164, 575, 201]
- notice-title: آگهی موضوع ماده ۳ قانون و ماده ۱۳ آئین نامه قانون تعیین تکلیف وضعیت ثبتی اراضی و ساختمانهای فاقد سند رسمی: [586, 237, 728, 260]
- notice-dates: تاریخ انتشار نوبت اول: ۱۴۰۴/۰۴/۰۶ - تاریخ انتشار نوبت دوم: ۱۴۰۴/۰۴/۲۱: [582, 1518, 732, 1533]
- notice-dates: تاریخ انتشار نوبت اول: ۱۴۰۴/۰۴/۰۶ - تاریخ انتشار نوبت دوم: ۱۴۰۴/۰۴/۲۱: [21, 589, 191, 596]
- notice-divider: [398, 618, 567, 619]
- notice-dates: تاریخ انتشار نوبت اول: ۱۴۰۴/۰۴/۰۶ - تاریخ انتشار نوبت دوم: ۱۴۰۴/۰۴/۲۱: [582, 198, 732, 213]
- notice-body: نظر به اینکه تحدید حدود ششدانگ پلاک فرعی از اصلی واقع در بخش ... به علت عدم حضور متقاضی به عمل نیامده است، اینک بنا به درخواست مالک و طبق ماده ۱۵ قانون ثبت تحدید حدود اختصاصی آن در روز مقرر در محل شروع و به عمل خواهد آمد. لذا به وسیله این آگهی به مالکین و مجاورین اخطار می گردد که در روز و ساعت مقرر در محل حضور یابند. اعتراضات مجاورین و صاحبان املاک طبق ماده ۲۰ قانون ثبت از تاریخ تنظیم صورتمجلس تحدیدی تا مدت سی روز پذیرفته خواهد شد.: [198, 1027, 384, 1078]
- notice-dates: تاریخ انتشار: ۱۴۰۴/۰۴/۲۱: [132, 841, 191, 848]
- notice-signature: اردشیر محمودی - رئیس ثبت اسناد و املاک شهرستان ایرانشهر: [8, 360, 189, 367]
- notice-dates: تاریخ انتشار: ۱۴۰۴/۰۴/۲۱: [324, 1079, 383, 1086]
- notice-dates: تاریخ انتشار نوبت اول: ۱۴۰۴/۰۴/۰۶ - تاریخ انتشار نوبت دوم: ۱۴۰۴/۰۴/۲۱: [582, 851, 732, 865]
- lost-document-item: برگ سبز (شناسنامه) و سند کمپانی (فاکتور فروش) متعلق به یک دستگاه خودروی سواری پراید مدل ۱۳۸۱ به رنگ سفید به شماره پلاک ۸۹ ایران ۸۵ مفقود گردیده و از درجه اعتبار ساقط است.: [738, 967, 960, 1059]
- legal-notice: [390, 752, 575, 847]
- notice-title: آگهی موضوع ماده ۳ قانون و ماده ۱۳ آئین نامه قانون تعیین تکلیف وضعیت ثبتی اراضی و ساختمانهای فاقد سند رسمی: [392, 1011, 573, 1026]
- lost-document-item: برگ سبز خودرو سواری پراید مدل ۱۳۸۱ مدل ۹۳ به شماره پلاک ۸۸۴ ایران ۹۷ به شماره موتور ۸۰۵۲۳ مفقود گردیده و از درجه اعتبار ساقط است.: [738, 1981, 960, 2055]
- legal-notice: [6, 782, 191, 862]
- notice-title: آگهی موضوع ماده ۳ قانون و ماده ۱۳ آئین نامه قانون تعیین تکلیف وضعیت ثبتی اراضی و ساختمانهای فاقد سند رسمی: [8, 697, 189, 712]
- notice-dates: تاریخ انتشار نوبت اول: ۱۴۰۴/۰۴/۰۶ - تاریخ انتشار نوبت دوم: ۱۴۰۴/۰۴/۲۱: [21, 253, 191, 260]
- notice-dates: تاریخ انتشار: ۱۴۰۴/۰۴/۲۱: [516, 987, 575, 994]
- notice-title: آگهی موضوع ماده ۳ قانون و ماده ۱۳ آئین نامه قانون تعیین تکلیف وضعیت ثبتی اراضی و ساختمانهای فاقد سند رسمی: [200, 613, 381, 628]
- legal-notice: [582, 238, 732, 363]
- notices-column-3: [390, 72, 575, 1438]
- notice-body: برابر رای شماره ۱۴۰۴۶۰۳۰۶۰۳۵۰۰۰۳۲ هیات موضوع قانون تعیین تکلیف وضعیت ثبتی اراضی و ساختمانهای فاقد سند رسمی مستقر در واحد ثبتی شهرستان بهبهان تصرفات مالکانه بلامعارض متقاضی در ششدانگ یک باب خانه به مساحت ۲۵۰ متر مربع پلاک فرعی از اصلی واقع در بخش ۳ بهبهان محرز گردیده است. بدیهی است در صورت انقضای مدت مذکور و عدم وصول اعتراض طبق مقررات سند مالکیت صادر خواهد شد.: [198, 950, 383, 994]
- notice-signature: اردشیر محمودی - رئیس ثبت اسناد و املاک شهرستان ایرانشهر: [200, 499, 381, 506]
- notice-title: آگهی موضوع ماده ۳ قانون و ماده ۱۳ آئین نامه قانون تعیین تکلیف وضعیت ثبتی اراضی و ساختمانهای فاقد سند رسمی: [586, 1443, 728, 1466]
- notice-signature: قاضی شورای حل اختلاف: [620, 1134, 694, 1141]
- notice-signature: رئیس ثبت اسناد و املاک شهرستان بمپور: [423, 209, 542, 216]
- lost-document-item: سند مالکیت موتور سیکلت سواری کویک مدل ۱۴۰۱ به شماره پلاک ۲۵۷ ایران ۶۰ مفقود گردیده و از درجه اعتبار ساقط است.: [738, 1904, 960, 1979]
